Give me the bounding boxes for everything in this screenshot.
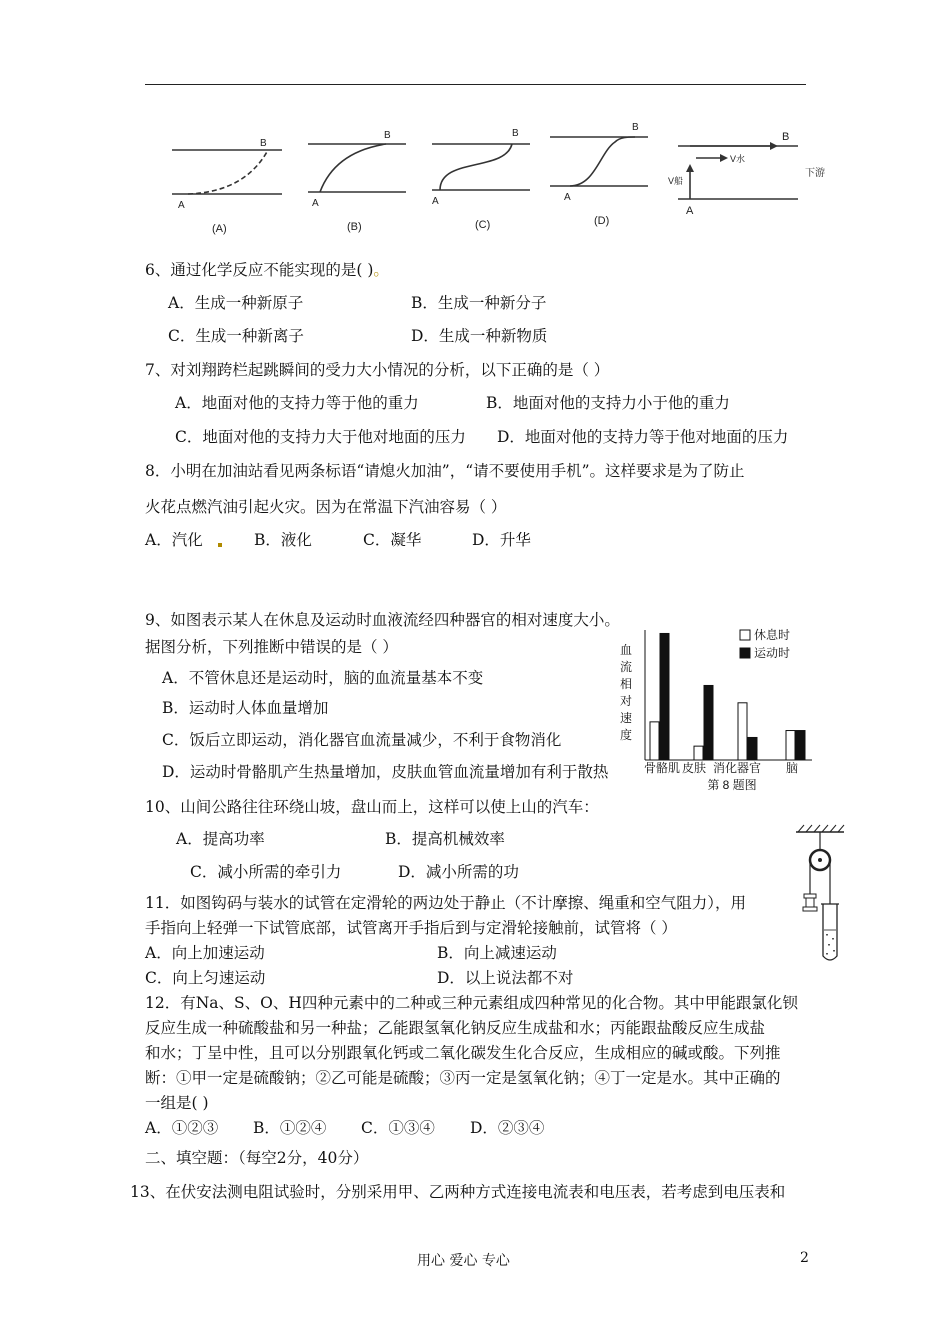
legend-swatch-1 xyxy=(740,648,750,658)
q10-option-c: C．减小所需的牵引力 xyxy=(190,863,342,881)
q7-option-a: A．地面对他的支持力等于他的重力 xyxy=(175,394,419,412)
q10-stem: 10、山间公路往往环绕山坡，盘山而上，这样可以使上山的汽车： xyxy=(145,798,599,816)
q12-line5: 一组是( ) xyxy=(145,1094,209,1112)
section2-heading: 二、填空题：（每空2分，40分） xyxy=(145,1149,369,1167)
chart-ylabel xyxy=(620,643,632,742)
q9-option-b: B．运动时人体血量增加 xyxy=(162,699,329,717)
fig-b-point-b: B xyxy=(384,130,391,141)
q10-option-b: B．提高机械效率 xyxy=(385,830,505,848)
legend-label-0: 休息时 xyxy=(754,628,791,642)
q7-option-d: D．地面对他的支持力等于他对地面的压力 xyxy=(497,428,789,446)
fig-label-d: (D) xyxy=(594,215,610,227)
q11-option-b: B．向上减速运动 xyxy=(437,944,557,962)
q9-option-a: A．不管休息还是运动时，脑的血流量基本不变 xyxy=(162,669,484,687)
q8-option-b: B．液化 xyxy=(254,531,312,549)
x-tick-label-0: 骨骼肌 xyxy=(643,761,681,775)
y-label-char: 相 xyxy=(620,677,633,691)
q8-option-c: C．凝华 xyxy=(363,531,422,549)
q11-line1: 11．如图钩码与装水的试管在定滑轮的两边处于静止（不计摩擦、绳重和空气阻力），用 xyxy=(145,894,746,912)
bar-exercise-2 xyxy=(748,737,757,760)
q13-stem: 13、在伏安法测电阻试验时，分别采用甲、乙两种方式连接电流表和电压表，若考虑到电压表和 xyxy=(130,1183,786,1201)
q11-option-c: C．向上匀速运动 xyxy=(145,969,266,987)
bar-rest-3 xyxy=(786,731,795,760)
bar-rest-2 xyxy=(738,703,747,760)
q6-option-a: A．生成一种新原子 xyxy=(168,294,304,312)
q12-line3: 和水；丁呈中性，且可以分别跟氧化钙或二氧化碳发生化合反应，生成相应的碱或酸。下列推 xyxy=(145,1044,781,1062)
q7-option-b: B．地面对他的支持力小于他的重力 xyxy=(486,394,730,412)
bar-rest-0 xyxy=(650,722,659,760)
header-rule xyxy=(145,84,806,85)
q9-line1: 9、如图表示某人在休息及运动时血液流经四种器官的相对速度大小。 xyxy=(145,611,620,629)
fig-d-point-b: B xyxy=(632,122,639,133)
q6-option-c: C．生成一种新离子 xyxy=(168,327,304,345)
decorative-dot xyxy=(218,543,222,547)
y-label-char: 速 xyxy=(620,711,633,725)
fig-label-b: (B) xyxy=(347,221,362,233)
q12-line4: 断：①甲一定是硫酸钠；②乙可能是硫酸；③丙一定是氢氧化钠；④丁一定是水。其中正确的 xyxy=(145,1069,781,1087)
fig-label-c: (C) xyxy=(475,219,491,231)
x-tick-label-3: 脑 xyxy=(785,761,799,775)
bar-rest-1 xyxy=(694,746,703,760)
x-tick-label-2: 消化器官 xyxy=(712,761,762,775)
q12-option-d: D．②③④ xyxy=(470,1119,545,1137)
q6-option-b: B．生成一种新分子 xyxy=(411,294,547,312)
q12-option-c: C．①③④ xyxy=(361,1119,435,1137)
q12-option-b: B．①②④ xyxy=(253,1119,327,1137)
boat-point-a: A xyxy=(686,205,694,217)
q8-line2: 火花点燃汽油引起火灾。因为在常温下汽油容易（ ） xyxy=(145,498,507,516)
fig-label-a: (A) xyxy=(212,223,227,235)
q9-option-d: D．运动时骨骼肌产生热量增加，皮肤血管血流量增加有利于散热 xyxy=(162,763,609,781)
q8-line1: 8．小明在加油站看见两条标语“请熄火加油”，“请不要使用手机”。这样要求是为了防止 xyxy=(145,462,745,480)
bar-exercise-1 xyxy=(704,685,713,760)
q8-option-d: D．升华 xyxy=(472,531,531,549)
v-boat-label: V船 xyxy=(668,176,684,186)
v-water-label: V水 xyxy=(730,154,746,164)
bar-exercise-3 xyxy=(796,731,805,760)
q11-line2: 手指向上轻弹一下试管底部，试管离开手指后到与定滑轮接触前，试管将（ ） xyxy=(145,919,677,937)
fig-b-point-a: A xyxy=(312,198,319,209)
boat-point-b: B xyxy=(782,131,790,143)
q9-option-c: C．饭后立即运动，消化器官血流量减少，不利于食物消化 xyxy=(162,731,562,749)
q10-option-a: A．提高功率 xyxy=(176,830,265,848)
q6-stem: 6、通过化学反应不能实现的是( )。 xyxy=(145,261,389,279)
q11-option-a: A．向上加速运动 xyxy=(145,944,265,962)
chart-caption: 第 8 题图 xyxy=(707,778,757,792)
q12-option-a: A．①②③ xyxy=(145,1119,219,1137)
blood-flow-bar-chart xyxy=(612,622,822,794)
page-number: 2 xyxy=(800,1250,809,1266)
fig-d-point-a: A xyxy=(564,192,571,203)
x-tick-label-1: 皮肤 xyxy=(681,761,707,775)
y-label-char: 对 xyxy=(620,694,633,708)
q6-stem-dot: 。 xyxy=(373,261,389,279)
y-label-char: 流 xyxy=(620,660,633,674)
y-label-char: 度 xyxy=(620,728,633,742)
legend-swatch-0 xyxy=(740,630,750,640)
q12-line2: 反应生成一种硫酸盐和另一种盐；乙能跟氢氧化钠反应生成盐和水；丙能跟盐酸反应生成盐 xyxy=(145,1019,766,1037)
q11-option-d: D．以上说法都不对 xyxy=(437,969,574,987)
q7-option-c: C．地面对他的支持力大于他对地面的压力 xyxy=(175,428,466,446)
q8-option-a: A．汽化 xyxy=(145,531,203,549)
fig-a-point-b: B xyxy=(260,138,267,149)
q12-line1: 12．有Na、S、O、H四种元素中的二种或三种元素组成四种常见的化合物。其中甲能跟氯化钡 xyxy=(145,994,798,1012)
pulley-figure xyxy=(790,822,850,967)
legend-label-1: 运动时 xyxy=(754,646,791,660)
footer-motto: 用心 爱心 专心 xyxy=(417,1253,510,1269)
bar-exercise-0 xyxy=(660,633,669,760)
q10-option-d: D．减小所需的功 xyxy=(398,863,519,881)
q7-stem: 7、对刘翔跨栏起跳瞬间的受力大小情况的分析，以下正确的是（ ） xyxy=(145,361,610,379)
river-crossing-figures xyxy=(160,112,825,237)
fig-a-point-a: A xyxy=(178,200,185,211)
downstream-label: 下游 xyxy=(805,168,825,179)
fig-c-point-a: A xyxy=(432,196,439,207)
q6-option-d: D．生成一种新物质 xyxy=(411,327,548,345)
y-label-char: 血 xyxy=(620,643,633,657)
q9-line2: 据图分析，下列推断中错误的是（ ） xyxy=(145,638,398,656)
fig-c-point-b: B xyxy=(512,128,519,139)
